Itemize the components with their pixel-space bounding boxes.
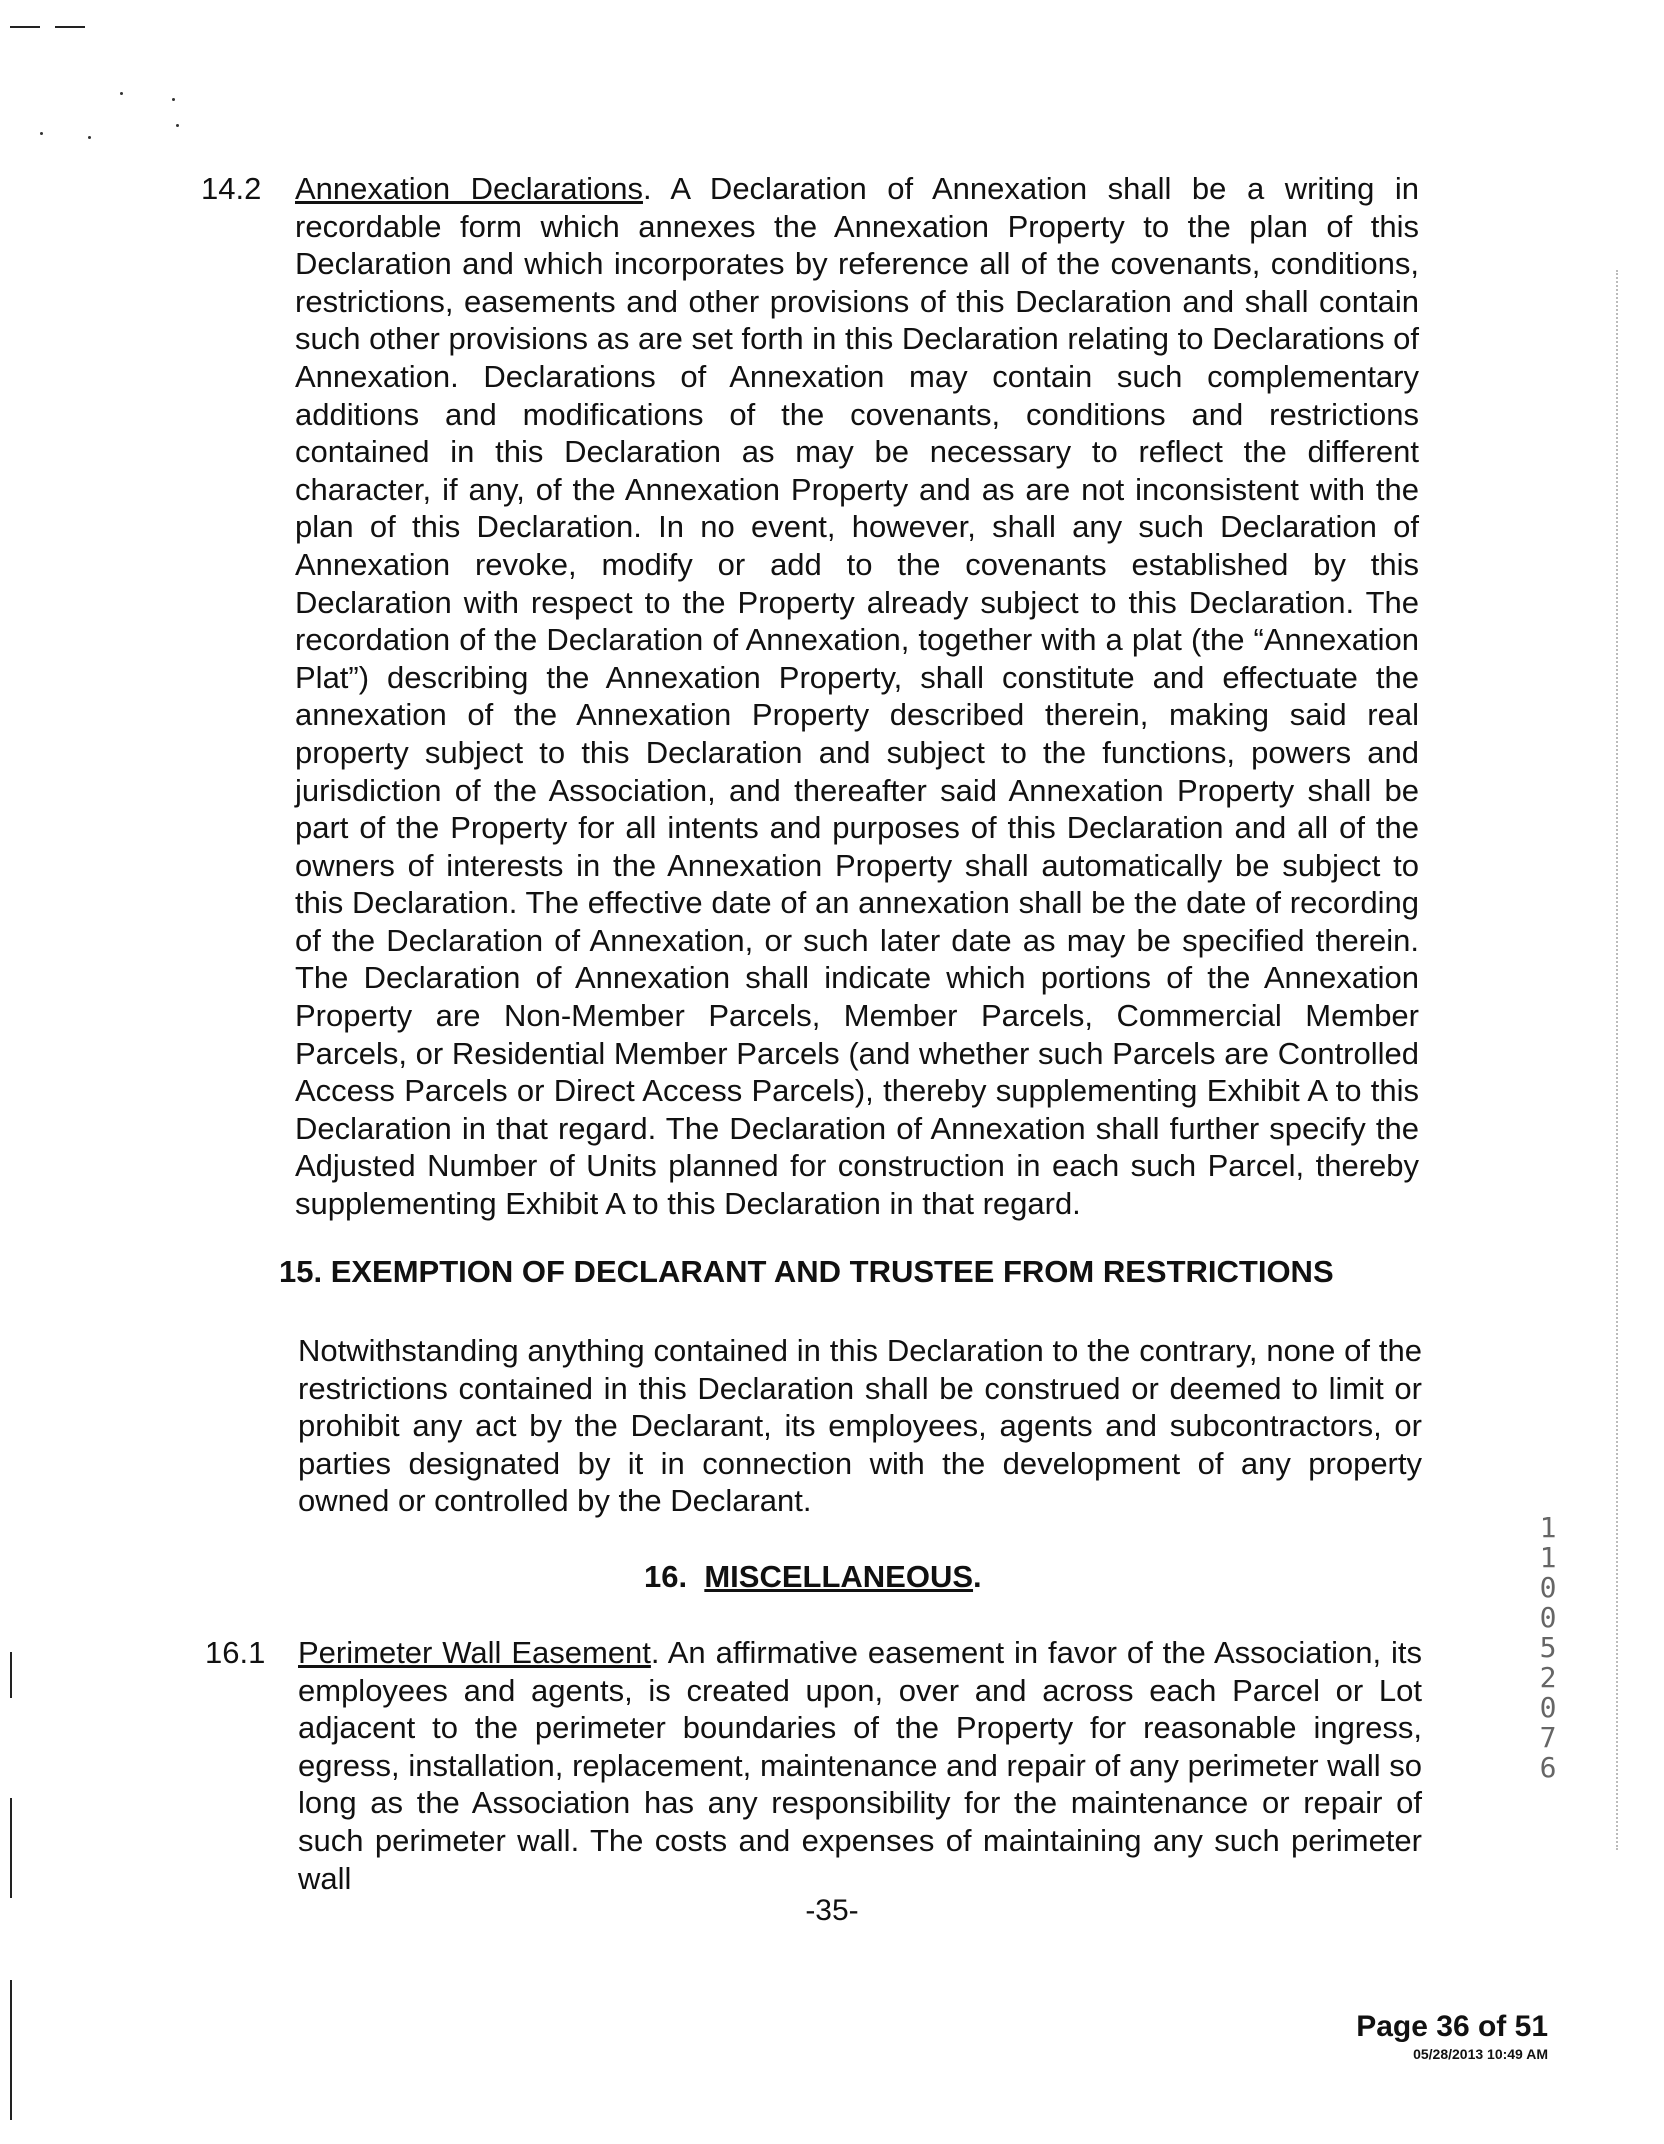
section-15-paragraph: Notwithstanding anything contained in this Declaration to the contrary, none of the restrictions contained in this Declaration shall be construed or deemed to limit or prohibit any act by the Declarant, its employees, agents and subcontractors, or parties designated by it in connection with the development of any property owned or controlled by the Declarant. [298,1333,1422,1519]
section-number: 16.1 [205,1635,266,1670]
page-number: -35- [805,1894,859,1927]
section-title-suffix: . [973,1559,982,1594]
section-16-heading [644,1558,982,1596]
section-number: 14.2 [201,171,262,206]
scan-mark [55,26,85,28]
scan-speck [172,98,175,101]
scan-speck [176,124,179,127]
scan-speck [40,132,43,135]
section-title: Perimeter Wall Easement [298,1635,651,1670]
scan-speck [88,136,91,139]
scan-mark [10,26,40,28]
section-number: 16. [644,1559,688,1594]
section-title: Annexation Declarations [295,171,643,206]
section-body: . A Declaration of Annexation shall be a writing in recordable form which annexes the Annexation Property to the plan of this Declaration and which incorporates by reference all of the covenants, conditions, restrictions, easements and other provisions of this Declaration and shall contain such other provisions as are set forth in this Declaration relating to Declarations of Annexation. Declarations of Annexation may contain such complementary additions and modifications of the covenants, conditions and restrictions contained in this Declaration as may be necessary to reflect the different character, if any, of the Annexation Property and as are not inconsistent with the plan of this Declaration. In no event, however, shall any such Declaration of Annexation revoke, modify or add to the covenants established by this Declaration with respect to the Property already subject to this Declaration. The recordation of the Declaration of Annexation, together with a plat (the “Annexation Plat”) describing the Annexation Property, shall constitute and effectuate the annexation of the Annexation Property described therein, making said real property subject to this Declaration and subject to the functions, powers and jurisdiction of the Association, and thereafter said Annexation Property shall be part of the Property for all intents and purposes of this Declaration and all of the owners of interests in the Annexation Property shall automatically be subject to this Declaration. The effective date of an annexation shall be the date of recording of the Declaration of Annexation, or such later date as may be specified therein. The Declaration of Annexation shall indicate which portions of the Annexation Property are Non-Member Parcels, Member Parcels, Commercial Member Parcels, or Residential Member Parcels (and whether such Parcels are Controlled Access Parcels or Direct Access Parcels), thereby supplementing Exhibit A to this Declaration in that regard. The Declaration of Annexation shall further specify the Adjusted Number of Units planned for construction in each such Parcel, thereby supplementing Exhibit A to this Declaration in that regard. [295,171,1419,1222]
section-title: MISCELLANEOUS [704,1559,974,1594]
scan-speck [120,92,123,95]
margin-rule [1616,270,1618,1850]
timestamp: 05/28/2013 10:49 AM [1413,2046,1548,2062]
scan-edge-line [10,1798,12,1898]
page-count: Page 36 of 51 [1356,2010,1548,2043]
section-16-1-paragraph [298,1634,1422,1897]
scan-edge-line [10,1652,12,1698]
section-15-heading: 15. EXEMPTION OF DECLARANT AND TRUSTEE FROM RESTRICTIONS [279,1254,1334,1289]
recording-stamp: 11005 2076 [1539,1511,1557,1784]
scan-edge-line [10,1980,12,2120]
section-body: . An affirmative easement in favor of the Association, its employees and agents, is created upon, over and across each Parcel or Lot adjacent to the perimeter boundaries of the Property for reasonable ingress, egress, installation, replacement, maintenance and repair of any perimeter wall so long as the Association has any responsibility for the maintenance or repair of such perimeter wall. The costs and expenses of maintaining any such perimeter wall [298,1635,1423,1896]
section-14-2-paragraph [295,170,1419,1223]
